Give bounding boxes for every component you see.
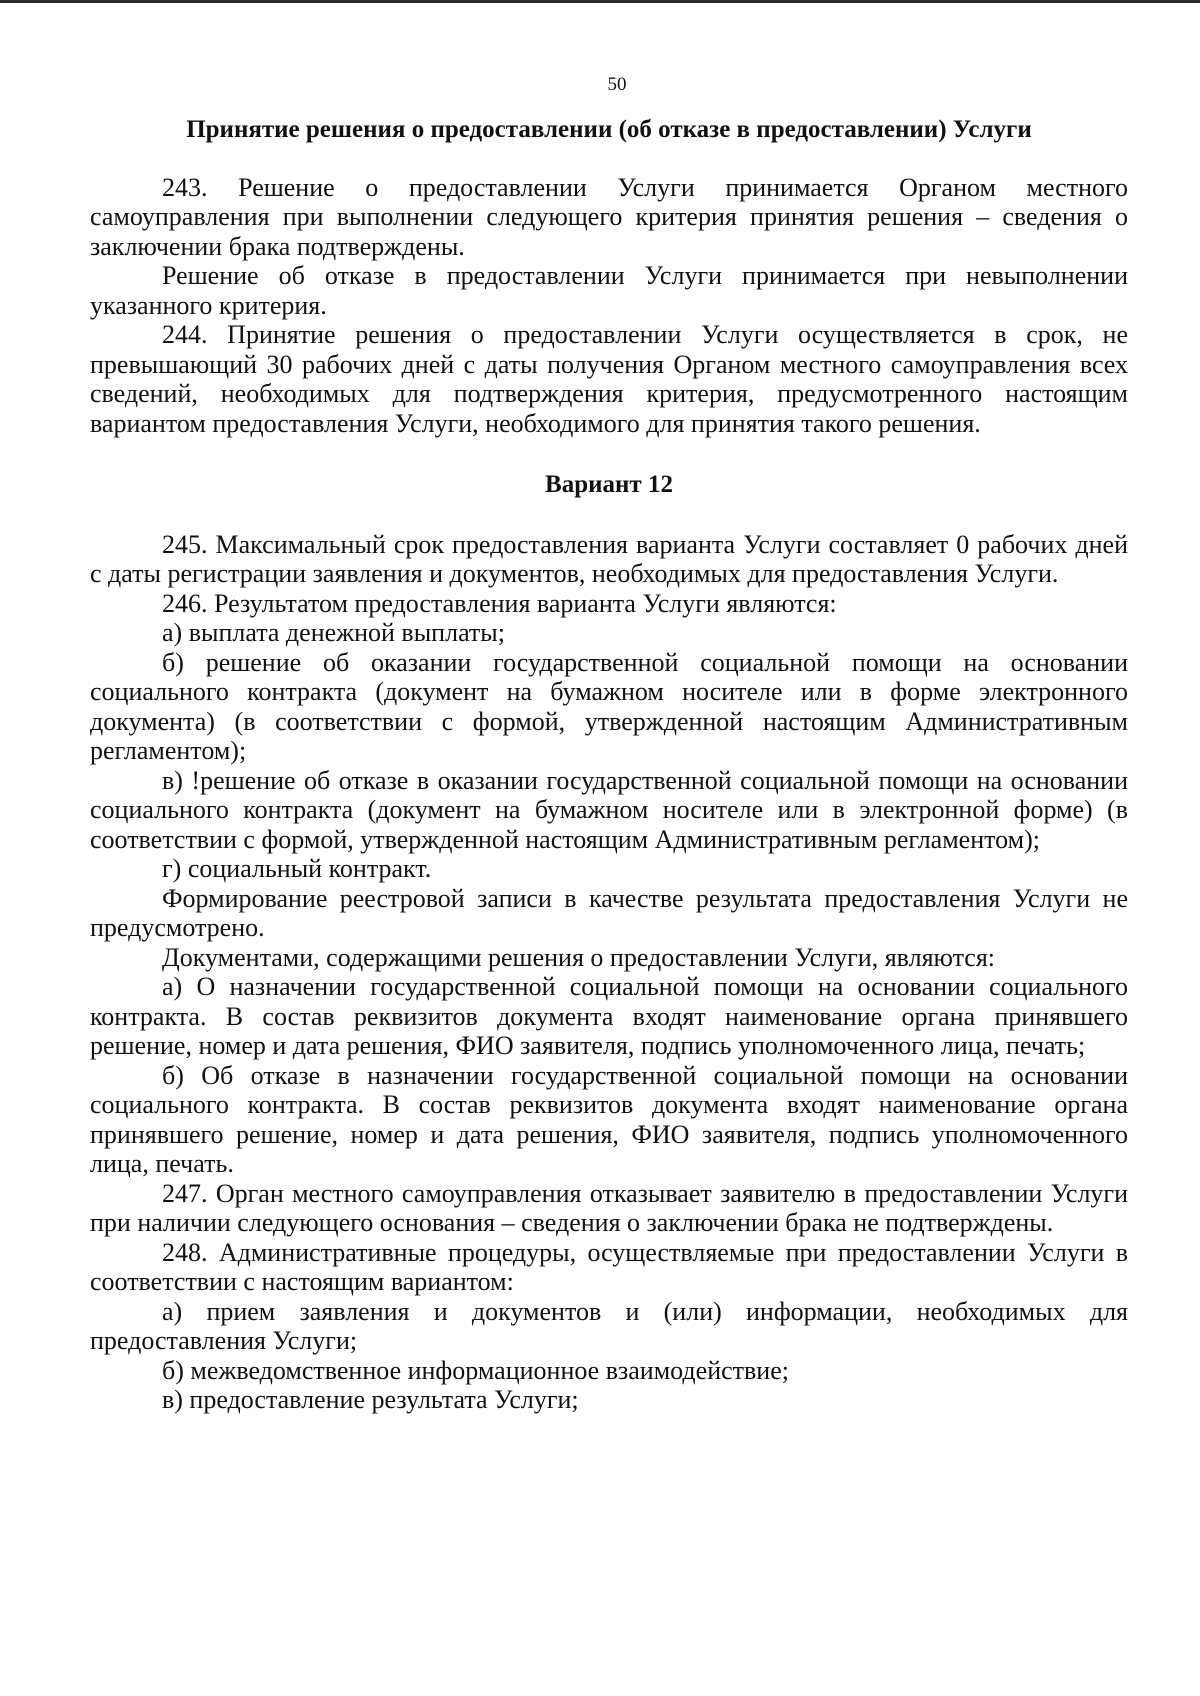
paragraph-247: 247. Орган местного самоуправления отказывает заявителю в предоставлении Услуги при наличии следующего основания – сведения о заключении брака не подтверждены. bbox=[90, 1178, 1128, 1237]
decision-document-b: б) Об отказе в назначении государственной социальной помощи на основании социального контракта. В состав реквизитов документа входят наименование органа принявшего решение, номер и дата решения, ФИО заявителя, подпись уполномоченного лица, печать. bbox=[90, 1060, 1128, 1178]
paragraph-243: 243. Решение о предоставлении Услуги принимается Органом местного самоуправления при выполнении следующего критерия принятия решения – сведения о заключении брака подтверждены. bbox=[90, 172, 1128, 261]
paragraph-246: 246. Результатом предоставления варианта Услуги являются: bbox=[162, 588, 837, 618]
paragraph-248: 248. Административные процедуры, осуществляемые при предоставлении Услуги в соответствии с настоящим вариантом: bbox=[90, 1237, 1128, 1296]
variant-heading: Вариант 12 bbox=[545, 471, 673, 498]
procedure-item-a: а) прием заявления и документов и (или) информации, необходимых для предоставления Услуги; bbox=[90, 1296, 1128, 1355]
procedure-item-b: б) межведомственное информационное взаимодействие; bbox=[162, 1355, 789, 1385]
list-item-b: б) решение об оказании государственной социальной помощи на основании социального контракта (документ на бумажном носителе или в форме электронного документа) (в соответствии с формой, утвержденной настоящим Административным регламентом); bbox=[90, 647, 1128, 765]
registry-record-paragraph: Формирование реестровой записи в качестве результата предоставления Услуги не предусмотрено. bbox=[90, 883, 1128, 942]
document-body bbox=[90, 115, 1128, 1415]
decision-documents-paragraph: Документами, содержащими решения о предоставлении Услуги, являются: bbox=[162, 942, 996, 972]
procedure-item-v: в) предоставление результата Услуги; bbox=[162, 1385, 579, 1414]
list-item-v: в) !решение об отказе в оказании государственной социальной помощи на основании социального контракта (документ на бумажном носителе или в электронной форме) (в соответствии с формой, утвержденной настоящим Административным регламентом); bbox=[90, 765, 1128, 854]
top-border-line bbox=[0, 0, 1200, 3]
paragraph-244: 244. Принятие решения о предоставлении Услуги осуществляется в срок, не превышающий 30 рабочих дней с даты получения Органом местного самоуправления всех сведений, необходимых для подтверждения критерия, предусмотренного настоящим вариантом предоставления Услуги, необходимого для принятия такого решения. bbox=[90, 320, 1128, 438]
paragraph-245: 245. Максимальный срок предоставления варианта Услуги составляет 0 рабочих дней с даты регистрации заявления и документов, необходимых для предоставления Услуги. bbox=[90, 529, 1128, 588]
section-heading: Принятие решения о предоставлении (об отказе в предоставлении) Услуги bbox=[186, 116, 1032, 143]
decision-document-a: а) О назначении государственной социальной помощи на основании социального контракта. В состав реквизитов документа входят наименование органа принявшего решение, номер и дата решения, ФИО заявителя, подпись уполномоченного лица, печать; bbox=[90, 972, 1128, 1060]
list-item-g: г) социальный контракт. bbox=[162, 854, 432, 883]
paragraph-243-refusal: Решение об отказе в предоставлении Услуги принимается при невыполнении указанного критерия. bbox=[90, 261, 1128, 320]
page-number: 50 bbox=[607, 74, 627, 95]
list-item-a: а) выплата денежной выплаты; bbox=[162, 618, 505, 647]
